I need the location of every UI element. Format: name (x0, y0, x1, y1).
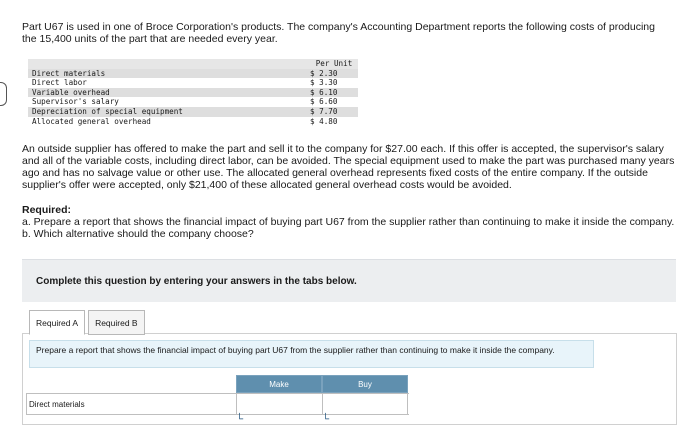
cost-table (28, 59, 358, 126)
required-item-b: b. Which alternative should the company choose? (22, 228, 254, 240)
cost-row-label: Variable overhead (28, 88, 306, 98)
cost-row-value: $ 2.30 (306, 69, 358, 79)
cost-row-value: $ 6.10 (306, 88, 358, 98)
cost-row (28, 107, 358, 117)
tab-required-a[interactable]: Required A (29, 310, 85, 335)
tab-bar (29, 310, 145, 335)
required-heading: Required: (22, 204, 72, 216)
cost-row-value: $ 4.80 (310, 116, 338, 126)
answer-table-header (26, 375, 409, 393)
problem-intro: Part U67 is used in one of Broce Corporation's products. The company's Accounting Department reports the following costs of producing the 15,400 units of the part that are needed every year. (22, 21, 655, 45)
make-column-header: Make (236, 375, 322, 393)
answer-table (26, 375, 409, 415)
cost-row-label: Supervisor's salary (32, 97, 119, 107)
cost-row (28, 69, 358, 79)
cost-table-header (28, 59, 358, 69)
tab-required-b[interactable]: Required B (88, 310, 145, 335)
required-item-a: a. Prepare a report that shows the financial impact of buying part U67 from the supplier rather than continuing to make it inside the company. (22, 216, 675, 228)
cost-row-value: $ 3.30 (310, 78, 338, 88)
table-row (26, 393, 409, 415)
cost-row-label: Allocated general overhead (32, 116, 151, 126)
row-label-direct-materials: Direct materials (26, 394, 236, 414)
scroll-marker (0, 82, 7, 106)
cost-row-label: Direct labor (32, 78, 87, 88)
cost-row-value: $ 6.60 (310, 97, 338, 107)
cost-row-label: Depreciation of special equipment (28, 107, 306, 117)
question-prompt: Prepare a report that shows the financial impact of buying part U67 from the supplier rather than continuing to make it inside the company. (29, 340, 594, 368)
cost-row (28, 78, 358, 88)
cost-row (28, 117, 358, 127)
make-cell (236, 394, 322, 414)
cost-row-label: Direct materials (28, 69, 306, 79)
buy-column-header: Buy (322, 375, 408, 393)
supplier-offer-text: An outside supplier has offered to make the part and sell it to the company for $27.00 each. If this offer is accepted, the supervisor's salary and all of the variable costs, including direct labor, can be avoided. The special equipment used to make the part was purchased many years ago and has no salvage value or other use. The allocated general overhead represents fixed costs of the entire company. If the outside supplier's offer were accepted, only $21,400 of these allocated general overhead costs would be avoided. (22, 143, 675, 191)
instruction-banner (22, 259, 676, 302)
cost-row-value: $ 7.70 (306, 107, 358, 117)
required-section (22, 204, 682, 240)
cost-row (28, 88, 358, 98)
instruction-text: Complete this question by entering your answers in the tabs below. (36, 276, 357, 287)
cost-row (28, 97, 358, 107)
make-direct-materials-input[interactable] (237, 394, 322, 414)
buy-cell (322, 394, 408, 414)
buy-direct-materials-input[interactable] (323, 394, 407, 414)
per-unit-header: Per Unit (310, 59, 358, 69)
